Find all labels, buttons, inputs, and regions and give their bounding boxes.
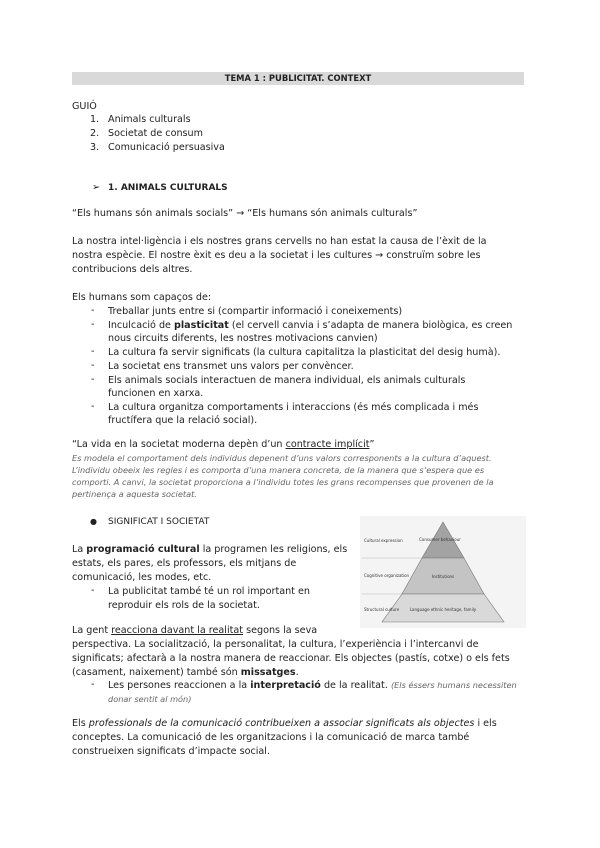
- dash-bullet: -: [91, 346, 95, 357]
- paragraph-line: (casament, naixement) també són missatges.: [72, 667, 299, 678]
- pyramid-level-label: Language ethnic heritage, family: [409, 607, 477, 612]
- list-item-cont: nous circuits diferents, les nostres motivacions canvien): [108, 333, 378, 344]
- section-heading-significat: SIGNIFICAT I SOCIETAT: [108, 517, 210, 527]
- italic-note-line: comporti. A canvi, la societat proporciona a l’individu totes les grans recompenses que provenen de la: [72, 477, 494, 487]
- paragraph-line: contribucions dels altres.: [72, 264, 193, 275]
- page-title: TEMA 1 : PUBLICITAT. CONTEXT: [72, 72, 524, 85]
- pyramid-side-label: Cultural expression: [364, 538, 403, 543]
- paragraph-line: La nostra intel·ligència i els nostres grans cervells no han estat la causa de l’èxit de la: [72, 236, 487, 247]
- pyramid-side-label: Cognitive organization: [364, 573, 410, 578]
- dash-bullet: -: [91, 679, 95, 690]
- paragraph-line: Els professionals de la comunicació contribueixen a associar significats als objectes i els: [72, 718, 497, 729]
- paragraph-line: perspectiva. La socialització, la personalitat, la cultura, l’experiència i l’intercanvi de: [72, 639, 479, 650]
- list-item-cont: funcionen en xarxa.: [108, 388, 204, 399]
- paragraph-line: construeixen significats d’impacte social.: [72, 746, 271, 757]
- pyramid-level-label: Consumer behaviour: [419, 537, 461, 542]
- dash-bullet: -: [91, 374, 95, 385]
- list-item-cont: reproduir els rols de la societat.: [108, 600, 260, 611]
- culture-pyramid-image: [360, 516, 526, 628]
- dash-bullet: -: [91, 585, 95, 596]
- list-item: Els animals socials interactuen de manera individual, els animals culturals: [108, 375, 466, 386]
- italic-note-line: Es modela el comportament dels individus depenent d’uns valors corresponents a la cultura d’aquest.: [72, 453, 492, 463]
- italic-note-line: pertinença a aquesta societat.: [72, 489, 197, 499]
- list-item: Treballar junts entre si (compartir informació i coneixements): [108, 306, 403, 317]
- paragraph-line: nostra espècie. El nostre èxit es deu a la societat i les cultures → construïm sobre les: [72, 250, 481, 261]
- paragraph-line: conceptes. La comunicació de les organitzacions i la comunicació de marca també: [72, 732, 470, 743]
- arrow-bullet-icon: ➢: [92, 182, 101, 193]
- dash-bullet: -: [91, 401, 95, 412]
- list-item: La cultura organitza comportaments i interaccions (és més complicada i més: [108, 402, 479, 413]
- guio-number-3: 3.: [90, 142, 100, 153]
- list-item: La publicitat també té un rol important en: [108, 586, 310, 597]
- pyramid-level-label: Institutions: [431, 574, 455, 579]
- list-item-cont: fructífera que la relació social).: [108, 415, 258, 426]
- guio-item-3: Comunicació persuasiva: [108, 142, 225, 153]
- round-bullet-icon: ●: [90, 517, 97, 526]
- pyramid-side-label: Structural culture: [364, 607, 400, 612]
- list-item-cont: donar sentit al món): [108, 694, 192, 704]
- dash-bullet: -: [91, 360, 95, 371]
- life-quote: “La vida en la societat moderna depèn d’un contracte implícit”: [72, 439, 375, 450]
- list-item: Inculcació de plasticitat (el cervell canvia i s’adapta de manera biològica, es creen: [108, 320, 513, 331]
- guio-number-2: 2.: [90, 128, 100, 139]
- dash-bullet: -: [91, 319, 95, 330]
- guio-number-1: 1.: [90, 114, 100, 125]
- paragraph-line: significats; afectarà a la nostra manera de reaccionar. Els objectes (pastís, cotxe) o els fets: [72, 653, 510, 664]
- guio-heading: GUIÓ: [72, 101, 97, 112]
- quote-line: “Els humans són animals socials” → “Els humans són animals culturals”: [72, 208, 418, 219]
- list-item: La cultura fa servir significats (la cultura capitalitza la plasticitat del desig humà).: [108, 347, 501, 358]
- paragraph-line: La programació cultural la programen les religions, els: [72, 544, 348, 555]
- list-item: La societat ens transmet uns valors per convèncer.: [108, 361, 354, 372]
- paragraph-line: estats, els pares, els professors, els mitjans de: [72, 558, 297, 569]
- guio-item-1: Animals culturals: [108, 114, 191, 125]
- guio-item-2: Societat de consum: [108, 128, 203, 139]
- list-item: Les persones reaccionen a la interpretació de la realitat. (Els éssers humans necessiten: [108, 680, 517, 691]
- paragraph-line: comunicació, les modes, etc.: [72, 572, 212, 583]
- capable-heading: Els humans som capaços de:: [72, 292, 212, 303]
- dash-bullet: -: [91, 305, 95, 316]
- section-heading-animals: 1. ANIMALS CULTURALS: [108, 183, 228, 193]
- paragraph-line: La gent reacciona davant la realitat segons la seva: [72, 625, 318, 636]
- italic-note-line: L’individu obeeix les regles i es comporta d’una manera concreta, de la manera que s’espera que es: [72, 465, 485, 475]
